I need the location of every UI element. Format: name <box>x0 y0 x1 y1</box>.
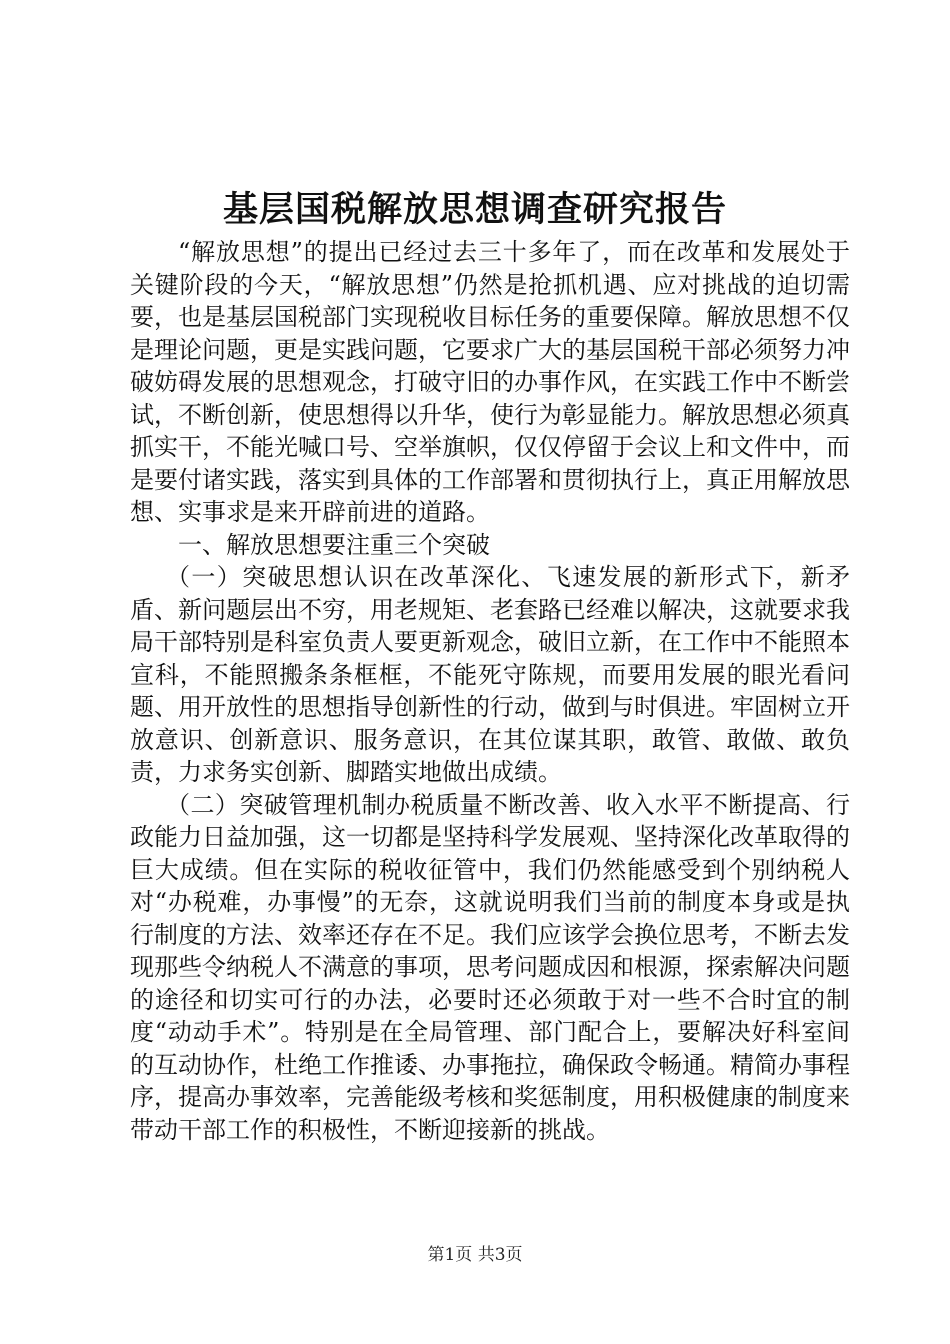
subsection-paragraph-1: （一）突破思想认识在改革深化、飞速发展的新形式下，新矛盾、新问题层出不穷，用老规矩、老套路已经难以解决，这就要求我局干部特别是科室负责人要更新观念，破旧立新，在工作中不能照本宣科，不能照搬条条框框，不能死守陈规，而要用发展的眼光看问题、用开放性的思想指导创新性的行动，做到与时俱进。牢固树立开放意识、创新意识、服务意识，在其位谋其职，敢管、敢做、敢负责，力求务实创新、脚踏实地做出成绩。 <box>130 563 850 786</box>
subsection-paragraph-2: （二）突破管理机制办税质量不断改善、收入水平不断提高、行政能力日益加强，这一切都是坚持科学发展观、坚持深化改革取得的巨大成绩。但在实际的税收征管中，我们仍然能感受到个别纳税人对“办税难，办事慢”的无奈，这就说明我们当前的制度本身或是执行制度的方法、效率还存在不足。我们应该学会换位思考，不断去发现那些令纳税人不满意的事项，思考问题成因和根源，探索解决问题的途径和切实可行的办法，必要时还必须敢于对一些不合时宜的制度“动动手术”。特别是在全局管理、部门配合上，要解决好科室间的互动协作，杜绝工作推诿、办事拖拉，确保政令畅通。精简办事程序，提高办事效率，完善能级考核和奖惩制度，用积极健康的制度来带动干部工作的积极性，不断迎接新的挑战。 <box>130 790 850 1144</box>
document-body <box>130 236 850 1146</box>
section-heading: 一、解放思想要注重三个突破 <box>178 530 490 559</box>
intro-paragraph: “解放思想”的提出已经过去三十多年了，而在改革和发展处于关键阶段的今天，“解放思想”仍然是抢抓机遇、应对挑战的迫切需要，也是基层国税部门实现税收目标任务的重要保障。解放思想不仅是理论问题，更是实践问题，它要求广大的基层国税干部必须努力冲破妨碍发展的思想观念，打破守旧的办事作风，在实践工作中不断尝试，不断创新，使思想得以升华，使行为彰显能力。解放思想必须真抓实干，不能光喊口号、空举旗帜，仅仅停留于会议上和文件中，而是要付诸实践，落实到具体的工作部署和贯彻执行上，真正用解放思想、实事求是来开辟前进的道路。 <box>130 238 850 526</box>
page-number-footer: 第1页 共3页 <box>427 1245 523 1265</box>
document-title: 基层国税解放思想调查研究报告 <box>222 189 727 230</box>
